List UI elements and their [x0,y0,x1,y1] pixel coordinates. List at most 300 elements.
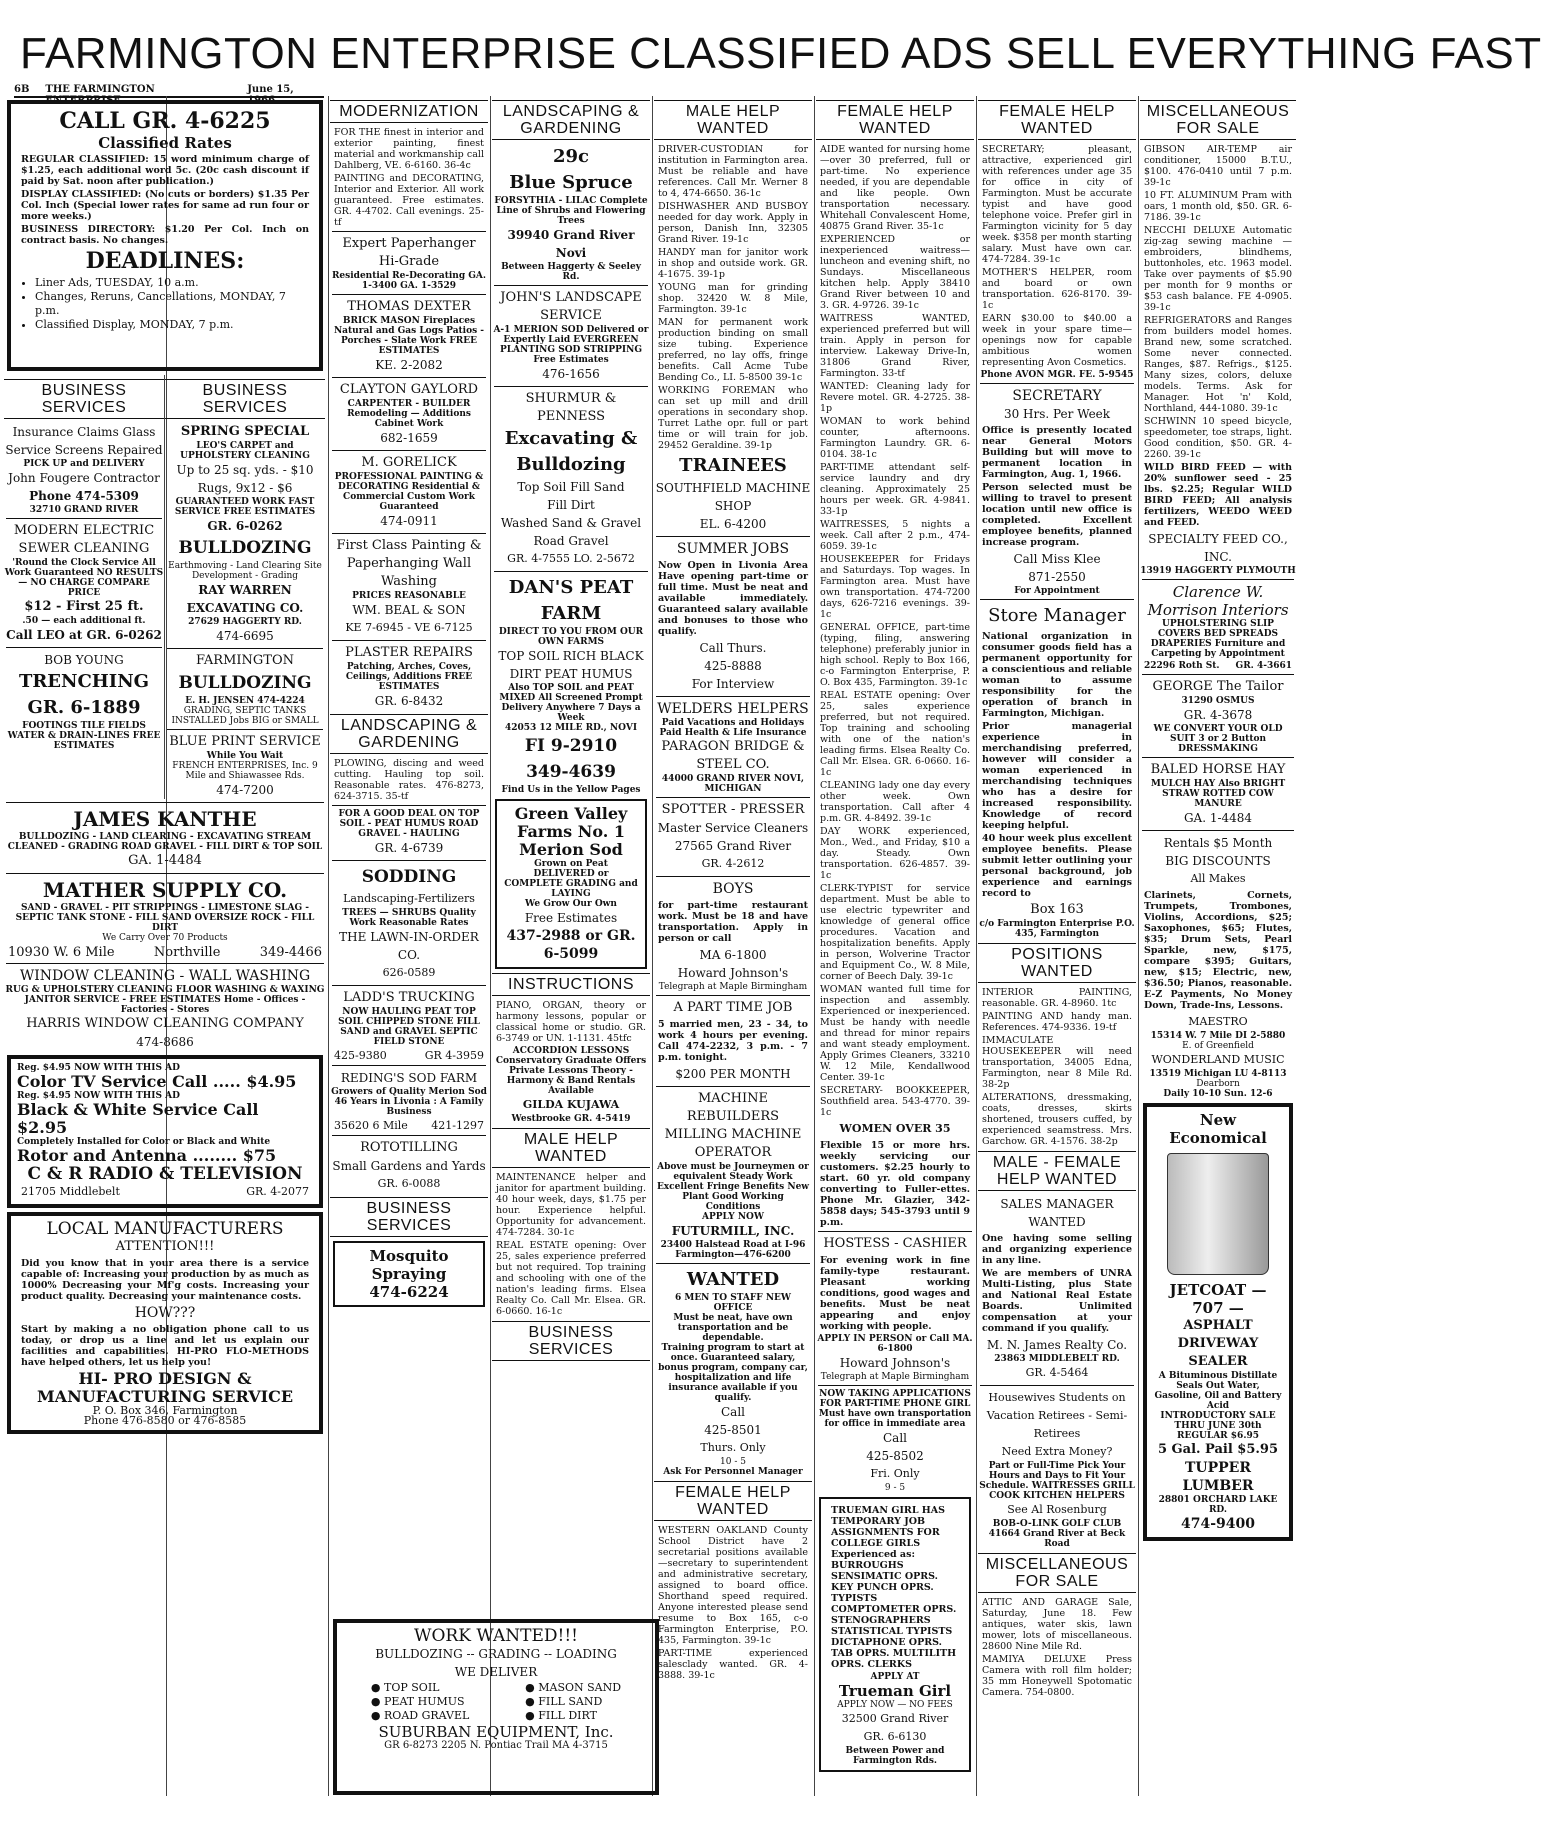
spruce-info: FORSYTHIA - LILAC Complete Line of Shrubs and Flowering Trees [494,196,648,226]
dans-name: DAN'S PEAT FARM [508,577,634,624]
james-addr: 23863 MIDDLEBELT RD. [994,1354,1120,1364]
george-addr: 31290 OSMUS [1181,696,1255,706]
section-head-misc-sale: MISCELLANEOUS FOR SALE [1140,100,1296,140]
over35-title: WOMEN OVER 35 [839,1122,951,1135]
divider [167,729,323,730]
column-rule [814,96,815,1796]
divider [656,797,810,798]
classified-line: MAMIYA DELUXE Press Camera with roll film holder; 35 mm Honeywell Spotomatic Camera. 754-0800. [982,1654,1132,1698]
work-item: ● FILL DIRT [525,1709,597,1722]
deadline-item: • Liner Ads, TUESDAY, 10 a.m. [35,276,313,290]
mather-carry: We Carry Over 70 Products [102,933,228,943]
farmington-jensen: E. H. JENSEN 474-4224 [185,696,305,706]
boys-info: for part-time restaurant work. Must be 18 and have transportation. Apply in person or call [658,900,808,944]
gaylord-info: CARPENTER - BUILDER Remodeling — Additions Cabinet Work [347,399,471,429]
work-title: WORK WANTED!!! [414,1626,578,1646]
folio-paper: THE FARMINGTON ENTERPRISE [45,84,155,106]
divider [494,386,648,387]
divider [1142,830,1294,831]
farmington-bulldozing: BULLDOZING [178,673,312,693]
section-head-business-services: BUSINESS SERVICES [330,1197,488,1237]
spring-sub: LEO'S CARPET and UPHOLSTERY CLEANING [180,441,310,461]
roto-title: ROTOTILLING [360,1140,458,1155]
gv-info: Grown on Peat DELIVERED or COMPLETE GRADING and LAYING [504,859,638,899]
window-list: RUG & UPHOLSTERY CLEANING FLOOR WASHING & WAXING JANITOR SERVICE - FREE ESTIMATES Home - Offices - Factories - Stores [5,985,325,1015]
trueman-phone: GR. 6-6130 [863,1730,927,1743]
james-phone: GR. 4-5464 [1025,1366,1089,1379]
divider [1142,757,1294,758]
col2-stack [164,375,325,799]
classified-line: WORKING FOREMAN who can set up mill and drill operations in secondary shop. Turret Lathe opr. full or part time or will train for job. 29452 Geraldine. 39-1p [658,385,808,451]
wanted-phone: 425-8501 [704,1423,762,1437]
dans-phone-2: 349-4639 [526,762,616,782]
hostess-apply: APPLY IN PERSON or Call MA. 6-1800 [817,1334,973,1354]
classified-line: AIDE wanted for nursing home—over 30 preferred, full or part-time. No experience needed, if you are dependable and like people. Own transportation necessary. Whitehall Convalescent Home, 40875 Grand River. 35-1c [820,144,970,232]
classified-line: PAINTING and DECORATING, Interior and Exterior. All work guaranteed. Free estimates. GR. 4-4702. Call evenings. 25-tf [334,173,484,228]
gaylord-phone: 682-1659 [380,431,438,445]
secretary-info-2: Person selected must be willing to travel to present location until new office is completed. Excellent employee benefits, planned increase program. [982,482,1132,548]
wonder-name: WONDERLAND MUSIC [1151,1053,1285,1066]
secretary-title: SECRETARY [1012,388,1102,404]
gorelick-info: PROFESSIONAL PAINTING & DECORATING Residential & Commercial Custom Work Guaranteed [334,472,484,512]
tv-bw: Black & White Service Call $2.95 [17,1100,259,1137]
gv-phone: 437-2988 or GR. 6-5099 [506,928,636,962]
warren-addr: 27629 HAGGERTY RD. [188,617,302,627]
hipro-addr: P. O. Box 346, Farmington [92,1404,238,1417]
classified-line: REAL ESTATE opening: Over 25, sales experience preferred, but not required. Top training and schooling with one of the nation's leading firms. Elsea Realty Co. Call Mr. Elsea. GR. 6-0660. 16-1c [820,690,970,778]
trenching-list: FOOTINGS TILE FIELDS WATER & DRAIN-LINES FREE ESTIMATES [7,721,161,751]
divider [332,294,486,295]
column-rule [652,96,653,1796]
roto-sub: Small Gardens and Yards [332,1159,486,1173]
gv-estimates: Free Estimates [524,911,618,925]
rentals-info: Clarinets, Cornets, Trumpets, Trombones, Violins, Accordions, $25; Saxophones, $65; Flutes, $35; Drum Sets, Pearl Sparkle, new, $175, compare $395; Guitars, new, $15; Electric, new, $36.50; Pianos, reasonable. E-Z Payments, No Money Down, Trade-Ins, Lessons. [1144,890,1292,1011]
classified-line: WILD BIRD FEED — with 20% sunflower seed - 25 lbs. $2.25; Regular WILD BIRD FEED; All analysis fertilizers, WEEDO WEED and FEED. [1144,462,1292,528]
dans-info: Also TOP SOIL and PEAT MIXED All Screened Prompt Delivery Anywhere 7 Days a Week [499,683,643,723]
mather-contact [8,945,322,960]
ladd-info: NOW HAULING PEAT TOP SOIL CHIPPED STONE FILL SAND and GRAVEL SEPTIC FIELD STONE [338,1007,480,1047]
now-phone: 425-8502 [866,1449,924,1463]
classified-line: DRIVER-CUSTODIAN for institution in Farmington area. Must be reliable and have references. Call Mr. Werner 8 to 4, 474-6650. 36-1c [658,144,808,199]
futurmill-name: FUTURMILL, INC. [671,1224,795,1238]
shurmur-name: SHURMUR & PENNESS [525,391,617,424]
work-item-text: ROAD GRAVEL [384,1709,470,1722]
work-item-text: FILL DIRT [538,1709,597,1722]
jetcoat-asphalt: ASPHALT DRIVEWAY SEALER [1177,1318,1259,1369]
sewer-price: $12 - First 25 ft. [24,599,144,614]
harris-phone: 474-8686 [136,1035,194,1049]
blueprint-phone: 474-7200 [216,783,274,797]
work-list-right [525,1681,621,1723]
classified-line: REFRIGERATORS and Ranges from builders model homes. Brand new, some scratched. Some never connected. Ranges, $87. Refrigs., $125. Many sizes, colors, deluxe models. Terms. Ask for Manager. Hot 'n' Kold, Northland, 444-1080. 39-1c [1144,315,1292,414]
classified-line: REAL ESTATE opening: Over 25, sales experience preferred but not required. Top training and schooling with one of the nation's leading firms. Elsea Realty Co. Call Mr. Elsea. GR. 6-0660. 16-1c [496,1240,646,1317]
apt-info: 5 married men, 23 - 34, to work 4 hours per evening. Call 474-2232, 3 p.m. - 7 p.m. tonight. [658,1019,808,1063]
tv-color: Color TV Service Call ..... $4.95 [17,1072,297,1091]
mather-name: MATHER SUPPLY CO. [42,878,288,902]
work-lists [343,1681,649,1723]
excavating-line-1: Top Soil Fill Sand [517,480,625,494]
deadlines-list [35,276,313,332]
mather-addr: 10930 W. 6 Mile [8,945,115,960]
classified-line: 10 FT. ALUMINUM Pram with oars, 1 month old, $50. GR. 6-7186. 39-1c [1144,190,1292,223]
tv-ad [7,1055,323,1208]
col1-stack [4,375,164,799]
work-wanted-ad [333,1619,659,1795]
divider [332,231,486,232]
tupper-phone: 474-9400 [1181,1516,1255,1532]
column-rule [490,96,491,1796]
divider [332,805,486,806]
trueman-ad [819,1497,971,1772]
over35-info: Flexible 15 or more hrs. weekly servicing our customers. $2.25 hourly to start. 60 yr. old company converting to Fuller-ettes. Phone Mr. Glazier, 342-5858 days; 545-3793 until 9 p.m. [820,1140,970,1228]
divider [656,995,810,996]
george-name: GEORGE The Tailor [1152,679,1284,694]
work-item: ● TOP SOIL [370,1681,440,1694]
kanthe-phone: GA. 1-4484 [128,853,202,868]
banner-headline: FARMINGTON ENTERPRISE CLASSIFIED ADS SELL EVERYTHING FAST [20,29,1542,78]
divider [980,383,1134,384]
machine-info: Above must be Journeymen or equivalent Steady Work Excellent Fringe Benefits New Plant Good Working Conditions [656,1162,810,1212]
divider [494,285,648,286]
section-head-male-help: MALE HELP WANTED [654,100,812,140]
classified-line: PART-TIME attendant self-service laundry and dry cleaning. Approximately 25 hours per week. GR. 4-9841. 33-1p [820,462,970,517]
bs-two-col [4,375,326,799]
work-list-left [371,1681,469,1723]
work-name: SUBURBAN EQUIPMENT, Inc. [378,1723,614,1741]
welders-title: WELDERS HELPERS [657,701,809,717]
box-number: Box 163 [1030,902,1084,917]
tv-reg-2: Reg. $4.95 NOW WITH THIS AD [17,1091,180,1101]
column-5 [654,96,812,1796]
hay-title: BALED HORSE HAY [1150,762,1286,777]
ladd-name: LADD'S TRUCKING [343,990,475,1005]
column-rule [976,96,977,1796]
sodding-info: TREES — SHRUBS Quality Work Reasonable Rates [342,908,476,928]
classified-line: WAITRESS WANTED, experienced preferred but will train. Apply in person for interview. Lakeway Drive-In, 31806 Grand River, Farmington. 33-tf [820,313,970,379]
section-head-instructions: INSTRUCTIONS [492,973,650,996]
bob-young: BOB YOUNG [44,653,124,667]
divider [6,802,324,803]
summer-call: Call Thurs. [699,641,767,655]
tv-addr: 21705 Middlebelt [21,1185,120,1198]
paragon-addr: 44000 GRAND RIVER NOVI, MICHIGAN [661,774,805,794]
divider [656,1263,810,1264]
divider [656,536,810,537]
classified-line: GIBSON AIR-TEMP air conditioner, 15000 B.T.U., $100. 476-0410 until 7 p.m. 39-1c [1144,144,1292,188]
dans-sub: DIRECT TO YOU FROM OUR OWN FARMS [498,627,644,647]
fougere-phone: Phone 474-5309 [29,489,139,503]
divider [980,1385,1134,1386]
deadline-item: • Changes, Reruns, Cancellations, MONDAY, 7 p.m. [35,290,313,318]
apt-pay: $200 PER MONTH [675,1067,791,1081]
dans-yellow-pages: Find Us in the Yellow Pages [501,785,641,795]
dans-list: TOP SOIL RICH BLACK DIRT PEAT HUMUS [498,649,644,681]
ladd-phone-1: 425-9380 [334,1049,387,1062]
george-phone: GR. 4-3678 [1183,708,1253,722]
divider [332,450,486,451]
classified-line: PAINTING AND handy man. References. 474-9336. 19-tf [982,1011,1132,1033]
spring-guar: GUARANTEED WORK FAST SERVICE FREE ESTIMATES [174,497,316,517]
maestro-addr: 15314 W. 7 Mile DI 2-5880 [1150,1031,1286,1041]
boys-title: BOYS [712,881,754,897]
work-item: ● ROAD GRAVEL [370,1709,470,1722]
mather-phone: 349-4466 [259,945,322,960]
rates-directory: BUSINESS DIRECTORY: $1.20 Per Col. Inch on contract basis. No changes. [21,224,309,246]
spruce-between: Between Haggerty & Seeley Rd. [501,262,641,282]
divider [6,647,162,648]
blueprint-sub: While You Wait [206,751,284,761]
excavating-title: Excavating & Bulldozing [504,428,638,475]
trueman-addr: 32500 Grand River [841,1712,949,1725]
wonder-addr: 13519 Michigan LU 4-8113 [1149,1069,1287,1079]
kanthe-name: JAMES KANTHE [73,807,257,831]
now-call: Call [882,1431,907,1445]
divider [818,1385,972,1386]
plaster-phone: GR. 6-8432 [374,694,444,708]
secretary-hours: 30 Hrs. Per Week [1003,407,1111,421]
work-item: ● PEAT HUMUS [370,1695,465,1708]
classified-line: CLERK-TYPIST for service department. Must be able to use electric typewriter and knowledge of general office procedures. Vacation and hospitalization benefits. Apply in person, Wolverine Tractor and Equipment Co., W. 8 Mile, corner of Beech Daly. 39-1c [820,883,970,982]
jetcoat-price: 5 Gal. Pail $5.95 [1157,1442,1279,1457]
wanted-info: Must be neat, have own transportation and be dependable. [673,1313,793,1343]
spring-price: Up to 25 sq. yds. - $10 [176,463,314,477]
summer-interview: For Interview [691,677,775,691]
hostess-hj: Howard Johnson's [839,1356,951,1370]
fougere-addr: 32710 GRAND RIVER [29,505,139,515]
classified-line: SCHWINN 10 speed bicycle, speedometer, toe straps, light. Good condition, $50. GR. 4-2260. 39-1c [1144,416,1292,460]
work-sub: BULLDOZING -- GRADING -- LOADING [375,1647,617,1661]
classified-line: HANDY man for janitor work in shop and outside work. GR. 4-1675. 39-1p [658,247,808,280]
column-4 [492,96,650,1596]
store-info-2: Prior managerial experience in merchandising preferred, however will consider a woman experienced in merchandising techniques who has a desire for increased responsibility. Knowledge of record keeping helpful. [982,721,1132,831]
rates-title: Classified Rates [98,134,232,152]
insurance-sub: PICK UP and DELIVERY [23,459,145,469]
reding-contact [334,1119,484,1132]
spruce-city: Novi [555,246,587,260]
excavating-line-2: Fill Dirt [547,498,595,512]
classified-line: SECRETARY; pleasant, attractive, experienced girl with references under age 35 for office in city of Farmington. Must be accurate typist and have good telephone voice. Prefer girl in Farmington vicinity for 5 day week. $358 per month starting salary. Must have own car. 474-7284. 39-1c [982,144,1132,265]
local-body: Did you know that in your area there is a service capable of: Increasing your production by as much as 1000% Decreasing your Mf'g costs. Increasing your product quality. Decreasing your maintenance costs. [21,1258,309,1302]
bulldozing-sub: Earthmoving - Land Clearing Site Development - Grading [168,561,322,581]
spring-title: SPRING SPECIAL [180,424,310,439]
dans-addr: 42053 12 MILE RD., NOVI [504,723,638,733]
classified-line: GENERAL OFFICE, part-time (typing, filing, answering telephone) preferably junior in high school. Reply to Box 166, c-o Farmington Enterprise, P. O. Box 435, Farmington. 39-1c [820,622,970,688]
trenching-phone: GR. 6-1889 [27,697,141,718]
tv-phone: GR. 4-2077 [246,1185,309,1198]
section-head-business-services: BUSINESS SERVICES [4,379,164,419]
machine-apply: APPLY NOW [701,1212,764,1222]
rosen-name: See Al Rosenburg [1007,1503,1107,1516]
harris-name: HARRIS WINDOW CLEANING COMPANY [26,1016,304,1031]
now-info: Must have own transportation for office in immediate area [818,1409,972,1429]
local-how: HOW??? [134,1305,196,1321]
sales-info-2: We are members of UNRA Multi-Listing, plus State and National Real Estate Boards. Unlimited compensation at your command if you qualify. [982,1268,1132,1334]
classified-line: FOR THE finest in interior and exterior painting, finest material and workmanship call Dahlberg, VE. 6-6160. 36-4c [334,127,484,171]
classified-line: YOUNG man for grinding shop. 32420 W. 8 Mile, Farmington. 39-1c [658,282,808,315]
johns-name: JOHN'S LANDSCAPE SERVICE [500,290,642,323]
section-head-modernization: MODERNIZATION [330,100,488,123]
fougere-name: John Fougere Contractor [8,471,160,485]
sewer-title: MODERN ELECTRIC SEWER CLEANING [13,523,155,556]
sodding-sub: Landscaping-Fertilizers [343,892,475,905]
dexter-info: BRICK MASON Fireplaces Natural and Gas Logs Patios - Porches - Slate Work FREE ESTIMATES [333,316,485,356]
accordion-name: GILDA KUJAWA [522,1098,620,1111]
classified-line: ALTERATIONS, dressmaking, coats, dresses, skirts shortened, trousers cuffed, by experienced seamstress. Mrs. Garchow. GR. 4-1576. 38-2p [982,1092,1132,1147]
classified-line: NECCHI DELUXE Automatic zig-zag sewing machine — embroiders, blindhems, buttonholes, etc. 1963 model. Take over payments of $5.90 per month for 9 months or $53 cash balance. FE 4-0905. 39-1c [1144,225,1292,313]
blueprint-title: BLUE PRINT SERVICE [169,734,321,749]
wanted-ask: Ask For Personnel Manager [663,1467,803,1477]
master-phone: GR. 4-2612 [701,857,765,870]
johns-phone: 476-1656 [542,367,600,381]
roto-phone: GR. 6-0088 [377,1177,441,1190]
money-info: Part or Full-Time Pick Your Hours and Days to Fit Your Schedule. WAITRESSES GRILL COOK KITCHEN HELPERS [979,1461,1135,1501]
trueman-apply: APPLY AT [870,1672,920,1682]
trueman-between: Between Power and Farmington Rds. [845,1746,945,1766]
local-attention: ATTENTION!!! [115,1239,215,1254]
classified-line: WAITRESSES, 5 nights a week. Call after 2 p.m., 474-6059. 39-1c [820,519,970,552]
section-head-female-help: FEMALE HELP WANTED [654,1481,812,1521]
gv-grow: We Grow Our Own [525,899,617,909]
wonder-hours: Daily 10-10 Sun. 12-6 [1163,1089,1273,1099]
accordion-addr: Westbrooke GR. 4-5419 [511,1114,631,1124]
firstclass-title: First Class Painting & Paperhanging Wall Washing [336,538,482,589]
plaster-title: PLASTER REPAIRS [345,645,473,660]
sewer-body: 'Round the Clock Service All Work Guaranteed NO RESULTS — NO CHARGE COMPARE PRICE [4,558,164,598]
johns-info: A-1 MERION SOD Delivered or Expertly Laid EVERGREEN PLANTING SOD STRIPPING Free Estimates [493,325,649,365]
rentals-discounts: BIG DISCOUNTS [1165,854,1271,868]
master-name: Master Service Cleaners [657,821,809,835]
farmington-list: GRADING, SEPTIC TANKS INSTALLED Jobs BIG or SMALL [171,706,319,726]
box-addr: c/o Farmington Enterprise P.O. 435, Farmington [979,919,1135,939]
work-item-text: TOP SOIL [384,1681,440,1694]
deadlines-title: DEADLINES: [85,248,245,274]
divider [656,696,810,697]
welders-info: Paid Vacations and Holidays Paid Health & Life Insurance [659,718,807,738]
futurmill-addr: 23400 Halstead Road at I-96 Farmington—476-6200 [660,1240,806,1260]
morrison-contact [1144,661,1292,671]
classified-line: CLEANING lady one day every other week. Own transportation. Call after 4 p.m. GR. 4-8492. 39-1c [820,780,970,824]
jetcoat-ad [1143,1103,1293,1541]
store-info-3: 40 hour week plus excellent employee benefits. Please submit letter outlining your personal background, job experience and earnings record to [982,833,1132,899]
tv-name: C & R RADIO & TELEVISION [27,1164,303,1184]
boys-hj-addr: Telegraph at Maple Birmingham [658,982,808,992]
divider [332,377,486,378]
window-title: WINDOW CLEANING - WALL WASHING [19,968,311,984]
sales-info: One having some selling and organizing experience in any line. [982,1233,1132,1266]
classified-line: PIANO, ORGAN, theory or harmony lessons, popular or classical home or studio. GR. 6-3749 or UN. 1-1131. 45tfc [496,1000,646,1044]
section-head-female-help: FEMALE HELP WANTED [978,100,1136,140]
divider [332,533,486,534]
beal-phone: KE 7-6945 - VE 6-7125 [345,621,473,634]
lawn-phone: 626-0589 [382,966,436,979]
hostess-title: HOSTESS - CASHIER [823,1236,967,1251]
work-item: ● FILL SAND [525,1695,603,1708]
morrison-addr: 22296 Roth St. [1144,661,1220,671]
classified-line: EXPERIENCED or inexperienced waitress—luncheon and evening shift, no Sundays. Miscellaneous kitchen help. Apply 38410 Grand River between 10 and 3. GR. 4-9726. 39-1c [820,234,970,311]
column-8 [1140,96,1296,1796]
green-valley-ad [495,799,647,969]
store-info: National organization in consumer goods field has a permanent opportunity for a conscientious and reliable woman to assume responsibility for the operation of branch in Farmington, Michigan. [982,631,1132,719]
divider [167,648,323,649]
hipro-phone: Phone 476-8580 or 476-8585 [83,1414,247,1427]
classified-line: SECRETARY- BOOKKEEPER, Southfield area. 543-4770. 39-1c [820,1085,970,1118]
divider [332,640,486,641]
classified-line: DISHWASHER AND BUSBOY needed for day work. Apply in person, Danish Inn, 32305 Grand River. 19-1c [658,201,808,245]
divider [494,571,648,572]
tv-install: Completely Installed for Color or Black and White [17,1137,271,1147]
reding-addr: 35620 6 Mile [334,1119,408,1132]
paragon-name: PARAGON BRIDGE & STEEL CO. [661,739,805,772]
james-name: M. N. James Realty Co. [986,1338,1128,1352]
gorelick-name: M. GORELICK [361,455,457,470]
column-rule [1138,96,1139,1796]
hipro-name: HI- PRO DESIGN & MANUFACTURING SERVICE [36,1369,294,1406]
work-deliver: WE DELIVER [454,1665,538,1679]
divider [1142,674,1294,675]
trueman-name: Trueman Girl [838,1682,952,1700]
trainees-title: TRAINEES [679,455,787,476]
paint-pail-icon [1167,1153,1269,1275]
classified-line: DAY WORK experienced, Mon., Wed., and Friday, $10 a day. Steady. Own transportation. 626-4857. 39-1c [820,826,970,881]
spotter-title: SPOTTER - PRESSER [661,802,805,817]
wanted-hours: 10 - 5 [720,1457,746,1467]
farmington-name: FARMINGTON [196,653,294,668]
rates-display: DISPLAY CLASSIFIED: (No cuts or borders) $1.35 Per Col. Inch (Special lower rates for same ad run four or more weeks.) [21,189,309,222]
mosquito-ad [333,1241,485,1307]
tv-reg-1: Reg. $4.95 NOW WITH THIS AD [17,1063,180,1073]
mosquito-title: Mosquito Spraying [369,1247,449,1283]
tv-contact [21,1185,309,1198]
blueprint-addr: FRENCH ENTERPRISES, Inc. 9 Mile and Shiawassee Rds. [172,761,318,781]
trainees-shop: SOUTHFIELD MACHINE SHOP [655,481,811,513]
hay-phone: GA. 1-4484 [1183,811,1253,825]
excavating-phone: GR. 4-7555 LO. 2-5672 [507,552,635,565]
boys-phone: MA 6-1800 [699,948,767,962]
wanted-info-2: Training program to start at once. Guaranteed salary, bonus program, company car, hospitalization and life insurance available if you qualify. [658,1343,808,1403]
master-addr: 27565 Grand River [674,839,792,853]
insurance-ad: Insurance Claims Glass Service Screens Repaired [5,425,163,457]
secretary-call: Call Miss Klee [1013,552,1101,566]
store-title: Store Manager [988,605,1126,626]
trueman-fee: APPLY NOW — NO FEES [837,1700,953,1710]
now-days: Fri. Only [870,1467,920,1480]
column-1-2 [4,96,326,1796]
divider [332,1065,486,1066]
ladd-phone-2: GR 4-3959 [424,1049,484,1062]
beal-name: WM. BEAL & SON [352,603,466,617]
specialty-name: SPECIALTY FEED CO., INC. [1148,532,1288,564]
gorelick-phone: 474-0911 [380,514,438,528]
morrison-signature: Clarence W. Morrison Interiors [1147,583,1289,619]
classified-line: PART-TIME experienced salesclady wanted. GR. 4-3888. 39-1c [658,1648,808,1681]
hay-info: MULCH HAY Also BRIGHT STRAW ROTTED COW MANURE [1150,779,1286,809]
reding-phone: 421-1297 [431,1119,484,1132]
jetcoat-intro: INTRODUCTORY SALE THRU JUNE 30th [1160,1411,1276,1431]
firstclass-sub: PRICES REASONABLE [352,591,466,601]
summer-info: Now Open in Livonia Area Have opening part-time or full time. Must be neat and available immediately. Guaranteed salary available and bonuses to those who qualify. [658,560,808,637]
wanted-call: Call [720,1405,745,1419]
accordion-info: ACCORDION LESSONS Conservatory Graduate Offers Private Lessons Theory - Harmony & Band Rentals Available [495,1046,647,1096]
divider [980,599,1134,600]
section-head-positions-wanted: POSITIONS WANTED [978,943,1136,983]
lawn-name: THE LAWN-IN-ORDER CO. [339,930,479,962]
classified-line: IMMACULATE HOUSEKEEPER will need transportation, 34005 Edna, Farmington, near 8 Mile Rd. 38-2p [982,1035,1132,1090]
specialty-addr: 13919 HAGGERTY PLYMOUTH [1140,566,1296,576]
apt-title: A PART TIME JOB [673,1000,793,1015]
deadline-item: • Classified Display, MONDAY, 7 p.m. [35,318,313,332]
classified-line: MAINTENANCE helper and janitor for apartment building. 40 hour week, days, $1.75 per hour. Experience helpful. Opportunity for advancement. 474-7284. 30-1c [496,1172,646,1238]
classified-line: WANTED: Cleaning lady for Revere motel. GR. 4-2725. 38-1p [820,381,970,414]
